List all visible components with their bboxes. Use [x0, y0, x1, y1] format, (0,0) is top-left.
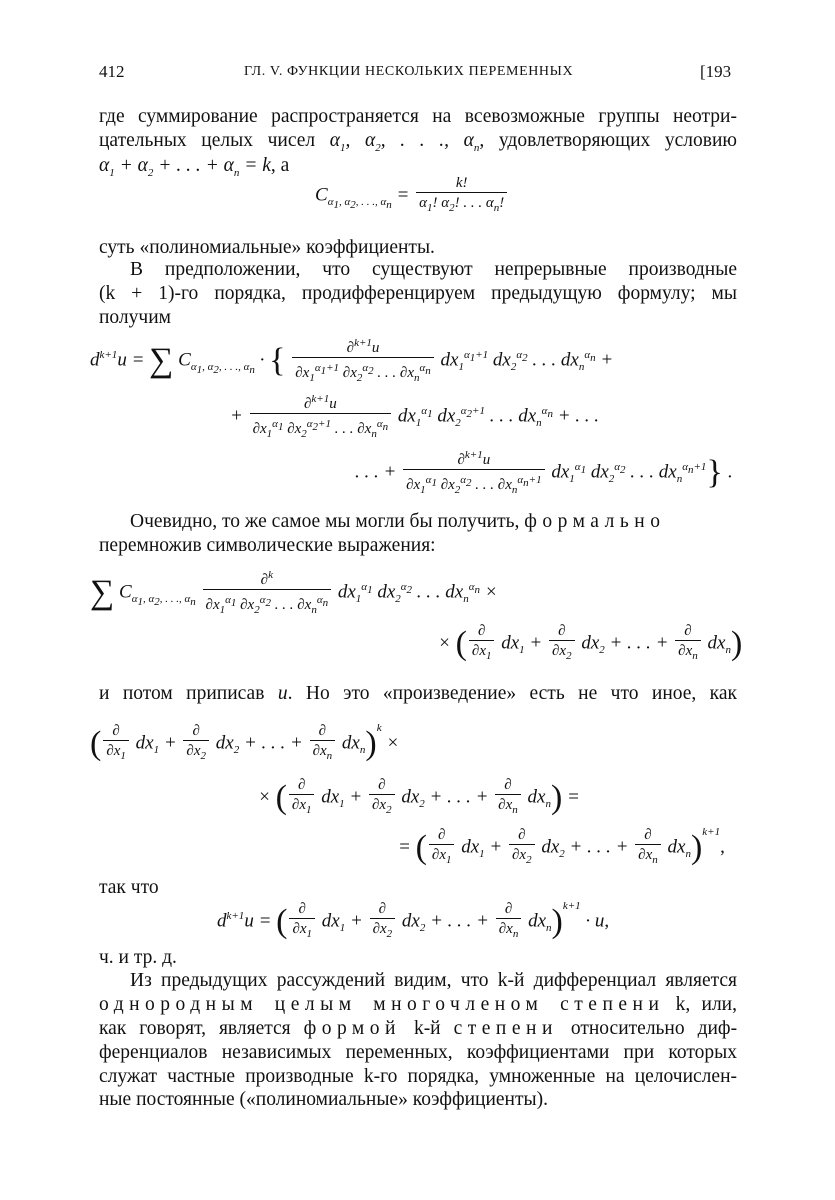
section-number: [193	[700, 62, 732, 81]
eq-power-line1: ( $\frac{\partial}{\partial x_1}$ $dx_1$ + $\frac{\partial}{\partial x_2}$ $dx_2$ + . . . + $\frac{\partial}{\partial x_n}$ $dx_n)^k$ ×	[90, 722, 399, 766]
para1-line3: $\alpha_1 + \alpha_2$ + . . . + $\alpha_n = k$, a	[99, 155, 290, 179]
eq-final: $d^{k+1}u$ = ( $\frac{\partial}{\partial x_1}$ $dx_1$ + $\frac{\partial}{\partial x_2}$ $dx_2$ + . . . + $\frac{\partial}{\partial x_n}$ $dx_n)^{k+1} \cdot u$,	[217, 900, 609, 944]
chapter-title: ГЛ. V. ФУНКЦИИ НЕСКОЛЬКИХ ПЕРЕМЕННЫХ	[244, 64, 574, 79]
para5-line1: так что	[99, 877, 159, 898]
para7-line4: ференциалов независимых переменных, коэффициентами при которых	[99, 1042, 737, 1063]
multinomial-coef-formula: $C_{\alpha_1, \alpha_2, . . ., \alpha_n}$ = $\frac{k!}{\alpha_1! \alpha_2! . . . \alpha_n!}$	[315, 174, 509, 218]
eq-symbolic-line1: ∑ $C_{\alpha_1, \alpha_2, . . ., \alpha_n}$ $\frac{\partial^k}{\partial x_1^{\alpha_1} \partial x_2^{\alpha_2} . . . \partial x_n^{\alpha_n}}$ $dx_1^{\alpha_1}$ $dx_2^{\alpha_2}$ . . . $dx_n^{\alpha_n}$ ×	[90, 566, 498, 620]
eq-dk1u-line1: $d^{k+1}u$ = ∑ $C_{\alpha_1, \alpha_2, . . ., \alpha_n}$ · { $\frac{\partial^{k+1}u}{\partial x_1^{\alpha_1+1} \partial x_2^{\alpha_2} . . . \partial x_n^{\alpha_n}}$ $dx_1^{\alpha_1+1}$ $dx_2^{\alpha_2}$ . . . $dx_n^{\alpha_n}$ +	[90, 334, 613, 388]
para2-line3: получим	[99, 307, 171, 328]
eq-dk1u-line2: + $\frac{\partial^{k+1}u}{\partial x_1^{\alpha_1} \partial x_2^{\alpha_2+1} . . . \partial x_n^{\alpha_n}}$ $dx_1^{\alpha_1}$ $dx_2^{\alpha_2+1}$ . . . $dx_n^{\alpha_n}$ + . . .	[230, 390, 599, 444]
para3-line1: Очевидно, то же самое мы могли бы получить, формально	[130, 511, 666, 532]
para6-line1: ч. и тр. д.	[99, 947, 177, 968]
eq-power-line3: = ( $\frac{\partial}{\partial x_1}$ $dx_1$ + $\frac{\partial}{\partial x_2}$ $dx_2$ + . . . + $\frac{\partial}{\partial x_n}$ $dx_n)^{k+1}$,	[398, 826, 725, 870]
eq-dk1u-line3: . . . + $\frac{\partial^{k+1}u}{\partial x_1^{\alpha_1} \partial x_2^{\alpha_2} . . . \partial x_n^{\alpha_n+1}}$ $dx_1^{\alpha_1}$ $dx_2^{\alpha_2}$ . . . $dx_n^{\alpha_n+1}$} .	[355, 446, 732, 500]
para4-line1: и потом приписав u. Но это «произведение» есть не что иное, как	[99, 683, 737, 704]
para2-line2: (k + 1)-го порядка, продифференцируем предыдущую формулу; мы	[99, 283, 737, 304]
para3-line2: перемножив символические выражения:	[99, 535, 436, 556]
para1-line4: суть «полиномиальные» коэффициенты.	[99, 237, 435, 258]
para7-line6: ные постоянные («полиномиальные» коэффициенты).	[99, 1089, 548, 1110]
para7-line5: служат частные производные k-го порядка, умноженные на целочислен-	[99, 1066, 737, 1087]
para7-line2: однородным целым многочленом степени k, или,	[99, 994, 737, 1015]
para7-line1: Из предыдущих рассуждений видим, что k-й дифференциал является	[130, 970, 737, 991]
para2-line1: В предположении, что существуют непрерывные производные	[130, 259, 737, 280]
para1-line2: цательных целых чисел $\alpha_1$, $\alpha_2$, . . ., $\alpha_n$, удовлетворяющих условию	[99, 130, 737, 154]
para1-line1: где суммирование распространяется на всевозможные группы неотри-	[99, 106, 737, 127]
page-number: 412	[99, 62, 125, 81]
para7-line3: как говорят, является формой k-й степени относительно диф-	[99, 1018, 737, 1039]
eq-symbolic-line2: × ( $\frac{\partial}{\partial x_1}$ $dx_1$ + $\frac{\partial}{\partial x_2}$ $dx_2$ + . . . + $\frac{\partial}{\partial x_n}$ $dx_n$)	[438, 622, 742, 666]
eq-power-line2: × ( $\frac{\partial}{\partial x_1}$ $dx_1$ + $\frac{\partial}{\partial x_2}$ $dx_2$ + . . . + $\frac{\partial}{\partial x_n}$ $dx_n$) =	[258, 776, 580, 820]
